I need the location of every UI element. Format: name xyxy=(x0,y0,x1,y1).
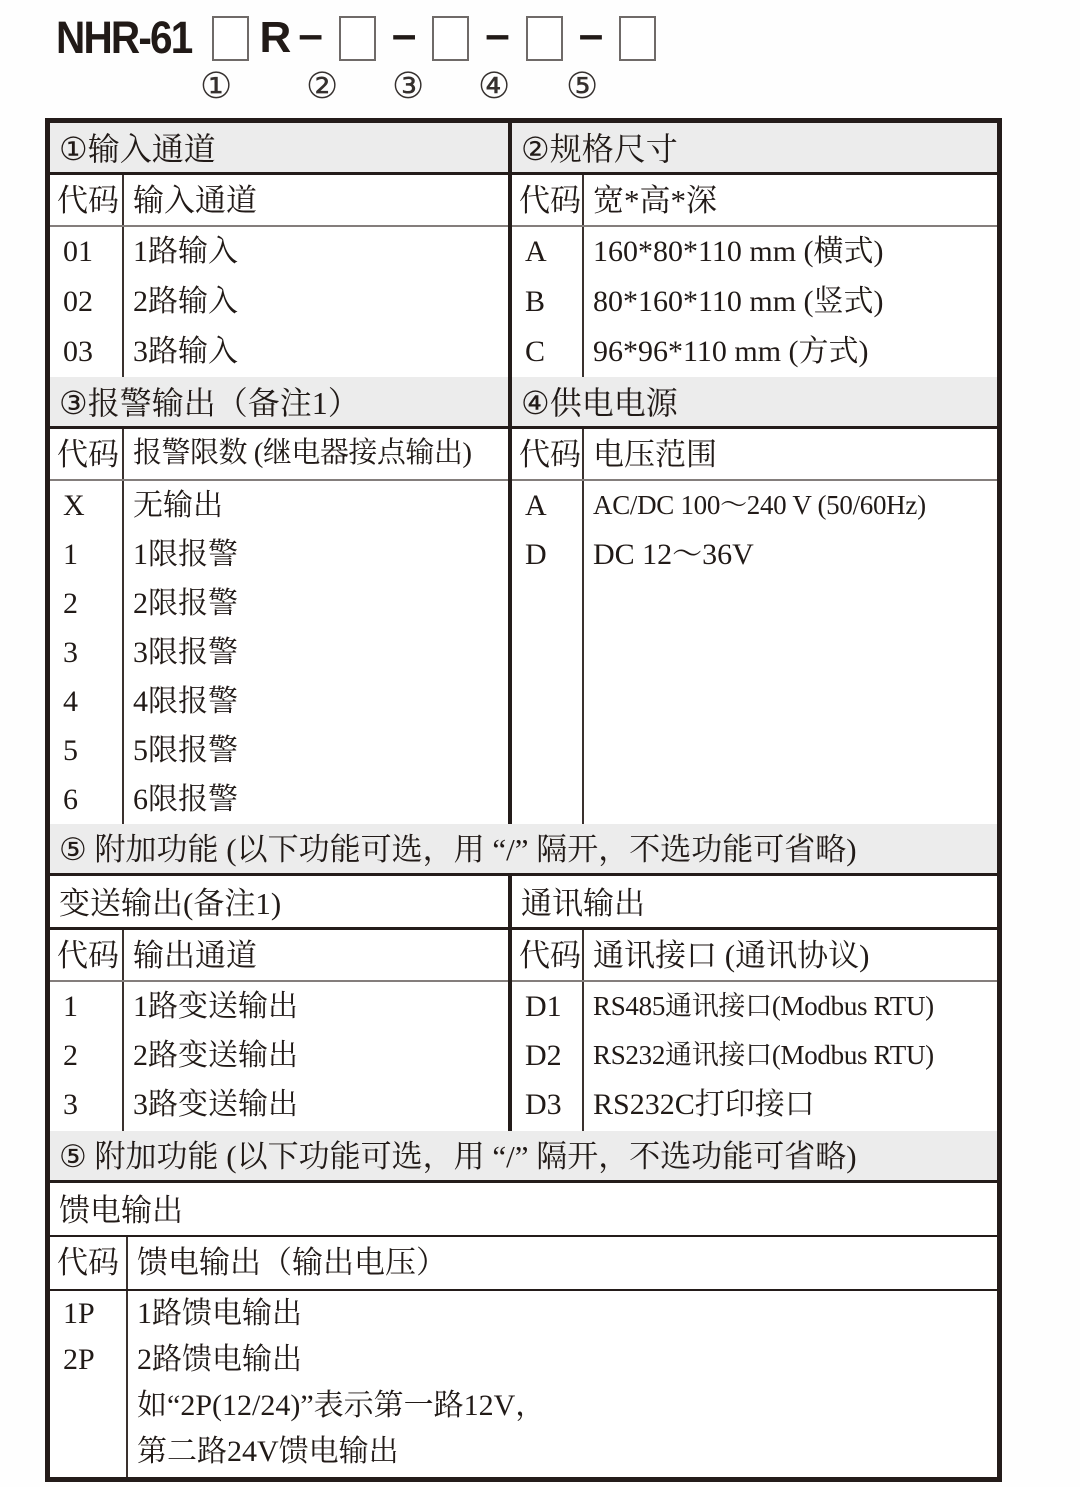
column-header-row xyxy=(50,175,508,227)
desc-column xyxy=(584,227,997,377)
code-box-1 xyxy=(212,16,249,61)
subsection-transmit-output xyxy=(50,876,512,1131)
section-3-header: ③报警输出（备注1） xyxy=(50,377,508,429)
section-1-body xyxy=(50,227,508,377)
row-code: B xyxy=(525,285,546,318)
dash-separator: – xyxy=(485,10,510,59)
row-desc: 96*96*110 mm (方式) xyxy=(593,335,869,368)
column-header-row xyxy=(50,930,508,982)
section-4-body xyxy=(512,481,997,824)
row-code: D3 xyxy=(525,1088,562,1121)
row-desc: DC 12～36V xyxy=(593,538,754,571)
row-code: 6 xyxy=(63,783,78,816)
section-2-header: ②规格尺寸 xyxy=(512,123,997,175)
section-3-alarm-output xyxy=(50,377,512,824)
row-desc: 1路变送输出 xyxy=(133,990,298,1023)
code-column xyxy=(50,1291,128,1477)
row-desc: 160*80*110 mm (横式) xyxy=(593,235,884,268)
column-header-row xyxy=(50,1237,997,1291)
code-column xyxy=(512,982,584,1131)
code-column xyxy=(512,227,584,377)
code-column xyxy=(50,227,124,377)
column-header-row xyxy=(50,429,508,481)
dash-separator: – xyxy=(391,10,417,59)
row-desc: AC/DC 100～240 V (50/60Hz) xyxy=(593,490,926,520)
row-desc: 3路输入 xyxy=(133,335,238,368)
row-code: C xyxy=(525,335,546,368)
row-desc: 6限报警 xyxy=(133,783,238,816)
desc-column-header: 通讯接口 (通讯协议) xyxy=(593,938,870,973)
feed-output-header: 馈电输出 xyxy=(50,1183,997,1237)
row-desc: 4限报警 xyxy=(133,685,238,718)
section-row-5a xyxy=(50,876,997,1131)
row-code: 3 xyxy=(63,636,78,669)
desc-column-header: 输入通道 xyxy=(133,183,257,218)
desc-column xyxy=(584,481,997,824)
row-code: 2P xyxy=(63,1343,95,1376)
subsection-communication-output xyxy=(512,876,997,1131)
row-code: A xyxy=(525,235,547,268)
model-number: NHR-61 xyxy=(56,12,192,63)
section-1-header: ①输入通道 xyxy=(50,123,508,175)
digit-label-3: ③ xyxy=(392,66,425,107)
row-desc: 80*160*110 mm (竖式) xyxy=(593,285,884,318)
code-column-header: 代码 xyxy=(50,930,124,980)
code-column-header: 代码 xyxy=(50,175,124,225)
row-code: D2 xyxy=(525,1039,562,1072)
section-1-input-channels xyxy=(50,123,512,377)
code-column-header: 代码 xyxy=(512,930,584,980)
section-row-3-4 xyxy=(50,377,997,824)
row-code: D xyxy=(525,538,547,571)
row-code: 1 xyxy=(63,990,78,1023)
code-box-3 xyxy=(432,16,469,61)
desc-column-header: 输出通道 xyxy=(133,938,257,973)
row-code: A xyxy=(525,489,547,522)
desc-column-header: 宽*高*深 xyxy=(593,183,717,218)
desc-column xyxy=(128,1291,997,1477)
section-3-body xyxy=(50,481,508,824)
transmit-output-body xyxy=(50,982,508,1131)
digit-label-2: ② xyxy=(306,66,339,107)
section-5-header-2: ⑤ 附加功能 (以下功能可选，用 “/” 隔开，不选功能可省略) xyxy=(50,1131,997,1183)
digit-label-1: ① xyxy=(200,66,233,107)
code-column-header: 代码 xyxy=(50,1237,128,1289)
row-code: 1P xyxy=(63,1297,95,1330)
column-header-row xyxy=(512,930,997,982)
communication-output-header: 通讯输出 xyxy=(512,876,997,930)
row-code: D1 xyxy=(525,990,562,1023)
row-desc: 1限报警 xyxy=(133,538,238,571)
row-code: 2 xyxy=(63,587,78,620)
dash-separator: – xyxy=(298,10,323,59)
row-desc: 2限报警 xyxy=(133,587,238,620)
note-line: 第二路24V馈电输出 xyxy=(137,1435,399,1468)
feed-output-body xyxy=(50,1291,997,1477)
row-desc: RS485通讯接口(Modbus RTU) xyxy=(593,991,934,1021)
dash-separator: – xyxy=(578,10,604,59)
code-column xyxy=(50,481,124,824)
desc-column-header: 报警限数 (继电器接点输出) xyxy=(133,437,472,469)
section-4-power-supply xyxy=(512,377,997,824)
row-code: 3 xyxy=(63,1088,78,1121)
code-box-5 xyxy=(619,16,656,61)
row-desc: 1路馈电输出 xyxy=(137,1297,302,1330)
code-column xyxy=(50,982,124,1131)
code-column-header: 代码 xyxy=(512,175,584,225)
code-box-4 xyxy=(526,16,563,61)
code-column xyxy=(512,481,584,824)
row-desc: 1路输入 xyxy=(133,235,238,268)
communication-output-body xyxy=(512,982,997,1131)
section-2-dimensions xyxy=(512,123,997,377)
desc-column xyxy=(584,982,997,1131)
column-header-row xyxy=(512,429,997,481)
row-code: 1 xyxy=(63,538,78,571)
model-code-line xyxy=(56,12,665,64)
row-code: 03 xyxy=(63,335,93,368)
row-code: 5 xyxy=(63,734,78,767)
desc-column-header: 馈电输出（输出电压） xyxy=(137,1245,447,1280)
digit-label-5: ⑤ xyxy=(566,66,599,107)
row-desc: RS232通讯接口(Modbus RTU) xyxy=(593,1040,934,1070)
row-code: X xyxy=(63,489,85,522)
section-2-body xyxy=(512,227,997,377)
row-desc: 无输出 xyxy=(133,489,223,522)
column-header-row xyxy=(512,175,997,227)
desc-column-header: 电压范围 xyxy=(593,437,717,472)
ordering-table xyxy=(45,118,1002,1482)
section-row-1-2 xyxy=(50,123,997,377)
row-desc: 2路输入 xyxy=(133,285,238,318)
digit-label-4: ④ xyxy=(478,66,511,107)
row-desc: 2路馈电输出 xyxy=(137,1343,302,1376)
code-column-header: 代码 xyxy=(512,429,584,479)
code-box-2 xyxy=(339,16,376,61)
row-desc: 3限报警 xyxy=(133,636,238,669)
row-code: 2 xyxy=(63,1039,78,1072)
row-code: 02 xyxy=(63,285,93,318)
desc-column xyxy=(124,227,508,377)
code-column-header: 代码 xyxy=(50,429,124,479)
transmit-output-header: 变送输出(备注1) xyxy=(50,876,508,930)
desc-column xyxy=(124,481,508,824)
row-desc: 2路变送输出 xyxy=(133,1039,298,1072)
section-4-header: ④供电电源 xyxy=(512,377,997,429)
note-line: 如“2P(12/24)”表示第一路12V， xyxy=(137,1389,546,1422)
r-label: R xyxy=(259,13,292,62)
section-5-header: ⑤ 附加功能 (以下功能可选，用 “/” 隔开，不选功能可省略) xyxy=(50,824,997,876)
desc-column xyxy=(124,982,508,1131)
row-desc: 3路变送输出 xyxy=(133,1088,298,1121)
row-desc: RS232C打印接口 xyxy=(593,1088,815,1121)
row-code: 01 xyxy=(63,235,93,268)
row-code: 4 xyxy=(63,685,78,718)
row-desc: 5限报警 xyxy=(133,734,238,767)
